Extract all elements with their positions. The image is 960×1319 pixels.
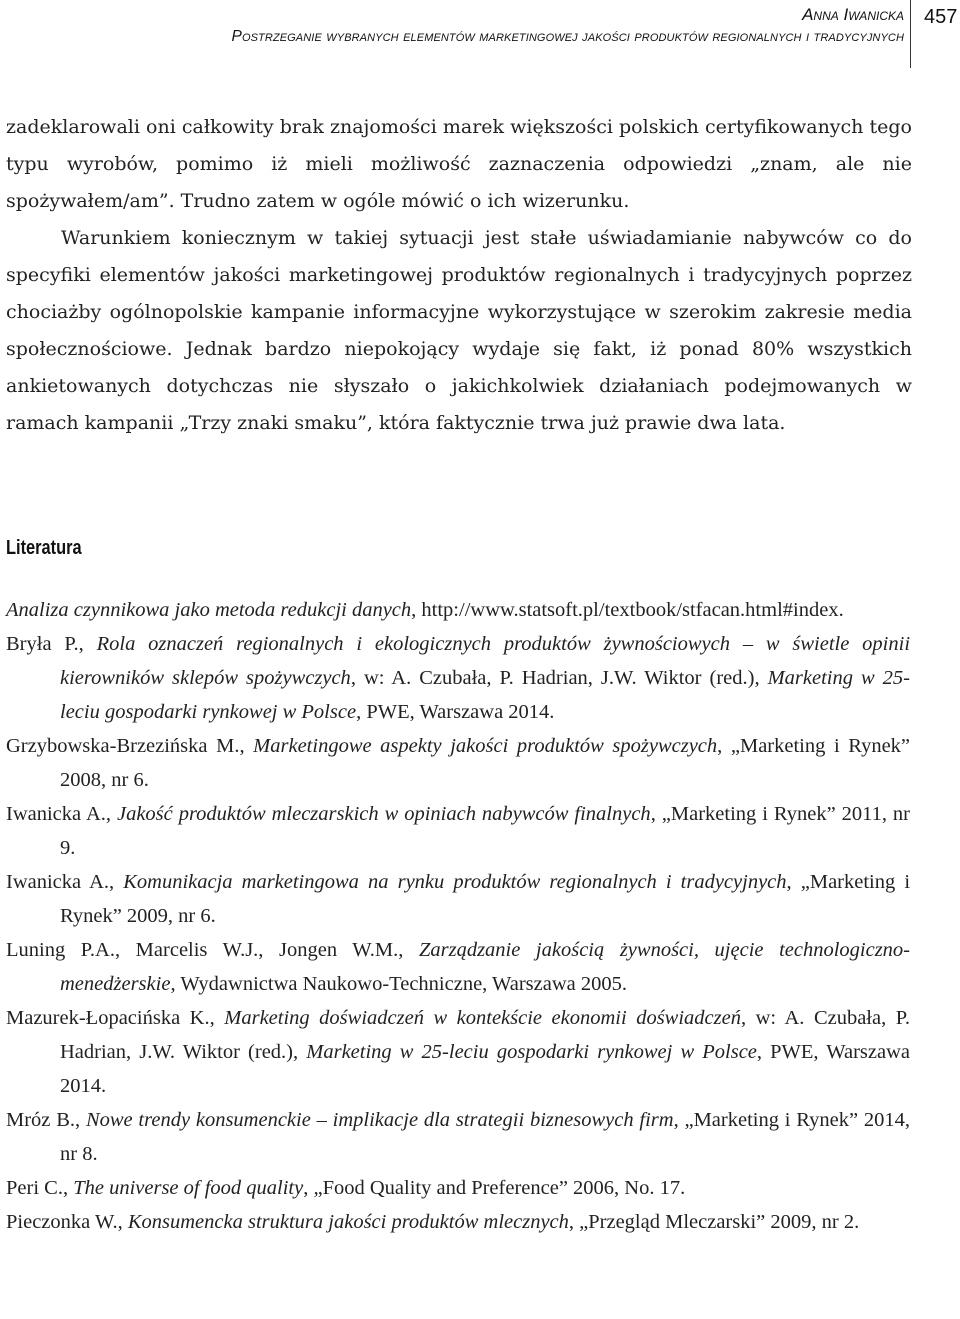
header-author: Anna Iwanicka: [802, 5, 904, 24]
reference-title: Marketingowe aspekty jakości produktów spożywczych: [253, 735, 718, 757]
header-divider: [910, 0, 911, 68]
reference-title: Zarządzanie jakością żywności, ujęcie technologiczno-menedżerskie: [60, 939, 911, 995]
reference-item: Luning P.A., Marcelis W.J., Jongen W.M., Zarządzanie jakością żywności, ujęcie technologiczno-menedżerskie, Wydawnictwa Naukowo-Techniczne, Warszawa 2005.: [6, 939, 911, 995]
reference-item: [6, 593, 910, 627]
reference-item: Iwanicka A., Komunikacja marketingowa na rynku produktów regionalnych i tradycyjnych, „Marketing i Rynek” 2009, nr 6.: [6, 871, 911, 927]
reference-details: , http://www.statsoft.pl/textbook/stfacan.html#index.: [411, 599, 844, 621]
reference-item: Mazurek-Łopacińska K., Marketing doświadczeń w kontekście ekonomii doświadczeń, w: A. Czubała, P. Hadrian, J.W. Wiktor (red.), Marketing w 25-leciu gospodarki rynkowej w Polsce, PWE, Warszawa 2014.: [6, 1007, 910, 1097]
reference-details: , PWE, Warszawa 2014.: [356, 701, 555, 723]
reference-details: , PWE, Warszawa 2014.: [60, 1041, 910, 1097]
body-text: [6, 109, 912, 442]
reference-item: Grzybowska-Brzezińska M., Marketingowe aspekty jakości produktów spożywczych, „Marketing i Rynek” 2008, nr 6.: [6, 735, 911, 791]
reference-author: Luning P.A., Marcelis W.J., Jongen W.M.: [6, 939, 399, 961]
reference-item: Mróz B., Nowe trendy konsumenckie – implikacje dla strategii biznesowych firm, „Marketing i Rynek” 2014, nr 8.: [6, 1109, 910, 1165]
reference-title: Rola oznaczeń regionalnych i ekologicznych produktów żywnościowych – w świetle opinii kierowników sklepów spożywczych: [60, 633, 911, 689]
header-title: Postrzeganie wybranych elementów marketingowej jakości produktów regionalnych i tradycyjnych: [231, 28, 904, 45]
reference-list: [6, 593, 910, 1239]
reference-author: Mazurek-Łopacińska K.: [6, 1007, 210, 1029]
reference-title: Marketing w 25-leciu gospodarki rynkowej w Polsce: [306, 1041, 757, 1063]
running-header: [232, 4, 905, 48]
reference-title: The universe of food quality: [73, 1177, 304, 1199]
reference-details: , „Przegląd Mleczarski” 2009, nr 2.: [568, 1211, 860, 1233]
reference-author: Grzybowska-Brzezińska M.: [6, 735, 240, 757]
reference-details: , „Marketing i Rynek” 2008, nr 6.: [60, 735, 911, 791]
paragraph: Warunkiem koniecznym w takiej sytuacji jest stałe uświadamianie nabywców co do specyfiki elementów jakości marketingowej produktów regionalnych i tradycyjnych poprzez chociażby ogólnopolskie kampanie informacyjne wykorzystujące w szerokim zakresie media społecznościowe. Jednak bardzo niepokojący wydaje się fakt, iż ponad 80% wszystkich ankietowanych dotychczas nie słyszało o jakichkolwiek działaniach podejmowanych w ramach kampanii „Trzy znaki smaku”, która faktycznie trwa już prawie dwa lata.: [6, 227, 912, 434]
reference-item: Iwanicka A., Jakość produktów mleczarskich w opiniach nabywców finalnych, „Marketing i Rynek” 2011, nr 9.: [6, 803, 911, 859]
reference-details: , „Marketing i Rynek” 2009, nr 6.: [60, 871, 911, 927]
reference-item: Peri C., The universe of food quality, „Food Quality and Preference” 2006, No. 17.: [6, 1177, 686, 1199]
reference-author: Pieczonka W.: [6, 1211, 118, 1233]
reference-author: Mróz B.: [6, 1109, 75, 1131]
reference-title: Marketing doświadczeń w kontekście ekonomii doświadczeń: [224, 1007, 741, 1029]
reference-item: Bryła P., Rola oznaczeń regionalnych i ekologicznych produktów żywnościowych – w świetle opinii kierowników sklepów spożywczych, w: A. Czubała, P. Hadrian, J.W. Wiktor (red.), Marketing w 25-leciu gospodarki rynkowej w Polsce, PWE, Warszawa 2014.: [6, 633, 911, 723]
reference-title: Analiza czynnikowa jako metoda redukcji danych: [6, 599, 412, 621]
reference-details: , „Food Quality and Preference” 2006, No. 17.: [303, 1177, 686, 1199]
reference-author: Iwanicka A.: [6, 803, 106, 825]
reference-details: , „Marketing i Rynek” 2014, nr 8.: [60, 1109, 910, 1165]
reference-author: Peri C.: [6, 1177, 63, 1199]
reference-author: Bryła P.: [6, 633, 79, 655]
reference-details: , w: A. Czubała, P. Hadrian, J.W. Wiktor (red.),: [60, 1007, 910, 1063]
reference-title: Marketing w 25-leciu gospodarki rynkowej w Polsce: [60, 667, 910, 723]
section-heading: Literatura: [6, 537, 82, 559]
reference-author: Iwanicka A.: [6, 871, 110, 893]
reference-details: , „Marketing i Rynek” 2011, nr 9.: [60, 803, 911, 859]
reference-title: Nowe trendy konsumenckie – implikacje dla strategii biznesowych firm: [85, 1109, 674, 1131]
reference-item: Pieczonka W., Konsumencka struktura jakości produktów mlecznych, „Przegląd Mleczarski” 2009, nr 2.: [6, 1211, 860, 1233]
paragraph: zadeklarowali oni całkowity brak znajomości marek większości polskich certyfikowanych tego typu wyrobów, pomimo iż mieli możliwość zaznaczenia odpowiedzi „znam, ale nie spożywałem/am”. Trudno zatem w ogóle mówić o ich wizerunku.: [6, 116, 912, 212]
reference-title: Jakość produktów mleczarskich w opiniach nabywców finalnych: [116, 803, 651, 825]
reference-details: , Wydawnictwa Naukowo-Techniczne, Warszawa 2005.: [170, 973, 628, 995]
page-number: 457: [924, 6, 958, 28]
reference-title: Komunikacja marketingowa na rynku produktów regionalnych i tradycyjnych: [123, 871, 787, 893]
reference-details: , w: A. Czubała, P. Hadrian, J.W. Wiktor (red.),: [350, 667, 768, 689]
reference-title: Konsumencka struktura jakości produktów mlecznych: [127, 1211, 569, 1233]
